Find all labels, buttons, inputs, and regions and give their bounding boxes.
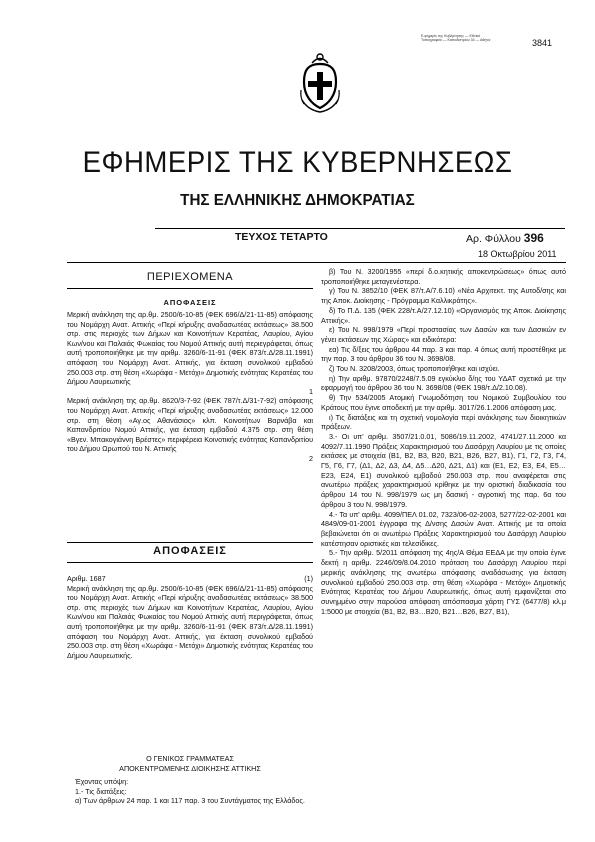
paragraph: εα) Τις δ/ξεις του άρθρου 44 παρ. 3 και παρ. 4 όπως αυτή προστέθηκε με την παρ. 3 του άρθρου 36 του Ν. 3698/08. [321,344,566,364]
authority-subtitle: ΑΠΟΚΕΝΤΡΩΜΕΝΗΣ ΔΙΟΙΚΗΣΗΣ ΑΤΤΙΚΗΣ [119,764,261,773]
paragraph: ε) Του Ν. 998/1979 «Περί προστασίας των Δασών και των Δασικών εν γένει εκτάσεων της Χώρας» και ειδικότερα: [321,325,566,344]
decision-considerations [67,777,313,806]
contents-item[interactable] [67,396,313,454]
paragraph: ι) Τις διατάξεις και τη σχετική νομολογία περί ανάκλησης των διοικητικών πράξεων. [321,412,566,432]
masthead-subtitle: ΤΗΣ ΕΛΛΗΝΙΚΗΣ ΔΗΜΟΚΡΑΤΙΑΣ [180,192,415,209]
date-rule [67,262,566,263]
paragraph: 3.- Οι υπ' αριθμ. 3507/21.0.01, 5086/19.11.2002, 4741/27.11.2000 κα 4092/7.11.1990 Πράξεις Χαρακτηρισμού του Δασάρχη Λαυρίου με τις οποίες εκτάσεις με στοιχεία (Β1, Β2, Β3, Β20, Β21, Β26, Β27, Β1), Γ1, Γ2, Γ3, Γ4, Γ5, Γ6, Γ7, (Δ1, Δ2, Δ3, Δ4, Δ5…Δ20, Δ21, Δ1) και (Ε1, Ε2, Ε3, Ε4, Ε5…Ε23, Ε24, Ε1) συνολικού εμβαδού 250.003 στρ. που αναφέρεται στις ανωτέρω πράξεις χαρακτηρισμού κρίθηκε με την οριστική διαδικασία του άρθρου 14 του Ν. 998/1979 ως μη δασική - αγροτική της παρ. 6α του άρθρου 3 του Ν. 998/1979. [321,431,566,509]
decisions-rule-top [67,542,313,543]
masthead-title: ΕΦΗΜΕΡΙΣ ΤΗΣ ΚΥΒΕΡΝΗΣΕΩΣ [82,146,513,179]
header-rule [155,228,565,229]
authority-title: Ο ΓΕΝΙΚΟΣ ΓΡΑΜΜΑΤΕΑΣ [146,754,234,763]
provisions-text: 1.- Τις διατάξεις: [75,786,127,796]
paragraph: 5.- Την αριθμ. 5/2011 απόφαση της 4ης/Α Θέμα ΕΕΔΑ με την οποία έγινε δεκτή η αριθμ. 2246/09/8.04.2010 πρόταση του Δασάρχη Λαυρίου περί μερικής ανάκλησης της ανωτέρω απόφασης αναδάσωσης για έκταση συνολικού εμβαδού 250.003 στρ. στη θέση «Χωράφα - Μετόχι» Δημοτικής Ενότητας Κερατέας του Δήμου Λαυρεωτικής, όπως αυτή εμφανίζεται στο συνημμένο στην παρούσα απόφαση απόσπασμα χάρτη ΓΥΣ (6477/8) κλ.μ 1:5000 με στοιχεία (Β1, Β2, Β3…Β20, Β21…Β26, Β27, Β1), [321,548,566,616]
right-column [321,267,566,616]
issue-label: ΤΕΥΧΟΣ ΤΕΤΑΡΤΟ [235,231,328,243]
paragraph: ζ) Του Ν. 3208/2003, όπως τροποποιήθηκε και ισχύει. [329,364,500,374]
decision-summary: Μερική ανάκληση της αρ.θμ. 2500/6-10-85 (ΦΕΚ 696/Δ/21-11-85) απόφασης του Νομάρχη Ανατ. Αττικής «Περί κήρυξης αναδασωτέας εκτάσεως» 38.500 στρ. στις περιοχές των Δήμων και Κοινοτήτων Κερατέας, Λαυρίου, Αγίου Κων/νου και Παλαιάς Φωκαίας του Νομού Αττικής αυτή περιγράφεται, όπως αυτή τροποποιήθηκε με την αριθμ. 3260/6-11-91 (ΦΕΚ 873/τ.Δ/28.11.1991) απόφαση του Νομάρχη Ανατ. Αττικής, για έκταση συνολικού εμβαδού 250.003 στρ. στη θέση «Χωράφα - Μετόχι» Δημοτικής ενότητας Κερατέας του Δήμου Λαυρεωτικής. [67,583,313,660]
issue-date: 18 Οκτωβρίου 2011 [478,249,557,259]
decision-mark: (1) [304,574,313,583]
sheet-number [466,231,544,245]
contents-heading: ΠΕΡΙΕΧΟΜΕΝΑ [146,271,234,283]
paragraph: η) Την αριθμ. 97870/2248/7.5.09 εγκύκλιο δ/ης του ΥΔΑΤ σχετικά με την εφαρμογή του άρθρου 36 του Ν. 3698/08 (ΦΕΚ 198/τ.Δ/2.10.08). [321,373,566,393]
paragraph: δ) Το Π.Δ. 135 (ΦΕΚ 228/τ.Α/27.12.10) «Οργανισμός της Αποκ. Διοίκησης Αττικής». [321,305,566,325]
decisions-heading: ΑΠΟΦΑΣΕΙΣ [153,545,227,557]
paragraph: β) Του Ν. 3200/1955 «περί δ.ο.κητικής αποκεντρώσεως» όπως αυτό τροποποιήθηκε μεταγενέστερα. [321,267,566,286]
having-text: Έχοντας υπόψη: [75,777,129,786]
contents-item-text: Μερική ανάκληση της αρ.θμ. 2500/6-10-85 (ΦΕΚ 696/Δ/21-11-85) απόφασης του Νομάρχη Ανατ. Αττικής «Περί κήρυξης αναδασωτέας εκτάσεως» 38.500 στρ. στις περιοχές των Δήμων και Κοινοτήτων Κερατέας, Λαυρίου, Αγίου Κων/νου και Παλαιάς Φωκαίας του Νομού Αττικής αυτή περιεγράφεται, όπως αυτή τροποποιήθηκε με την αριθμ. 3260/6-11-91 (ΦΕΚ 873/τ.Δ/28.11.1991) απόφαση του Νομάρχη Ανατ. Αττικής, για έκταση συνολικού εμβαδού 250.003 στρ. στη θέση «Χωράφα - Μετόχι» Δημοτικής ενότητας Κερατέας του Δήμου Λαυρεωτικής [67,310,313,387]
contents-rule [67,288,313,289]
point-a-text: α) Των άρθρων 24 παρ. 1 και 117 παρ. 3 του Συντάγματος της Ελλάδος. [75,796,305,806]
publisher-note: Ε.φημερίς της Κυβέρνησης — Εθνικό Τυπογραφείο — Καποδιστρίου 34 — Αθήνα [421,34,491,43]
contents-list [67,310,313,464]
contents-section: ΑΠΟΦΑΣΕΙΣ [163,298,217,307]
contents-item-page: 2 [309,453,313,463]
decision-body [67,574,313,660]
contents-item[interactable] [67,310,313,387]
decision-number: Αριθμ. 1687 [67,574,106,583]
paragraph: γ) Του Ν. 3852/10 (ΦΕΚ 87/τ.Α/7.6.10) «Νέα Αρχιτεκτ. της Αυτοδ/σης και της Αποκ. Διοίκησης - Πρόγραμμα Καλλικράτης». [321,286,566,306]
contents-item-page: 1 [309,386,313,396]
page-number: 3841 [532,38,553,48]
sheet-label: Αρ. Φύλλου [466,233,521,245]
greek-coat-of-arms-icon [298,50,342,114]
paragraph: θ) Την 534/2005 Ατομική Γνωμοδότηση του Νομικού Συμβουλίου του Κράτους που έγινε αποδεκτή με την αριθμ. 3017/26.1.2006 απόφαση μας. [321,393,566,412]
paragraph: 4.- Τα υπ' αριθμ. 4099/ΠΕΛ 01.02, 7323/06-02-2003, 5277/22-02-2001 και 4849/09-01-2001 έγγραφα της Δ/νσης Δασών Ανατ. Αττικής με τα οποία βεβαιώνεται ότι οι ανωτέρω Πράξεις Χαρακτηρισμού του Δασάρχη Λαυρίου κατέστησαν οριστικές και τελεσίδικες. [321,509,566,548]
contents-item-text: Μερική ανάκληση της αρ.θμ. 8620/3-7-92 (ΦΕΚ 787/τ.Δ/31-7-92) απόφασης του Νομάρχη Ανατ. Αττικής «Περί κήρυξης αναδασωτέας εκτάσεως» 12.000 στρ. στη θέση «Αγ.ος Αθανάσιος» κλπ. Κοινοτήτων Βαρνάβα και Καπανδριτίου Νομού Αττικής, για έκταση εμβαδού 4.375 στρ. στη θέση «Βγεν. Μπακογιάννη Βρέστες» περιφέρεια Κοινοτικής ενότητας Καπανδριτίου του Δήμου Ωρωπού του Ν. Αττικής [67,396,313,454]
sheet-number-value: 396 [523,231,544,245]
decisions-rule-bottom [67,562,313,563]
